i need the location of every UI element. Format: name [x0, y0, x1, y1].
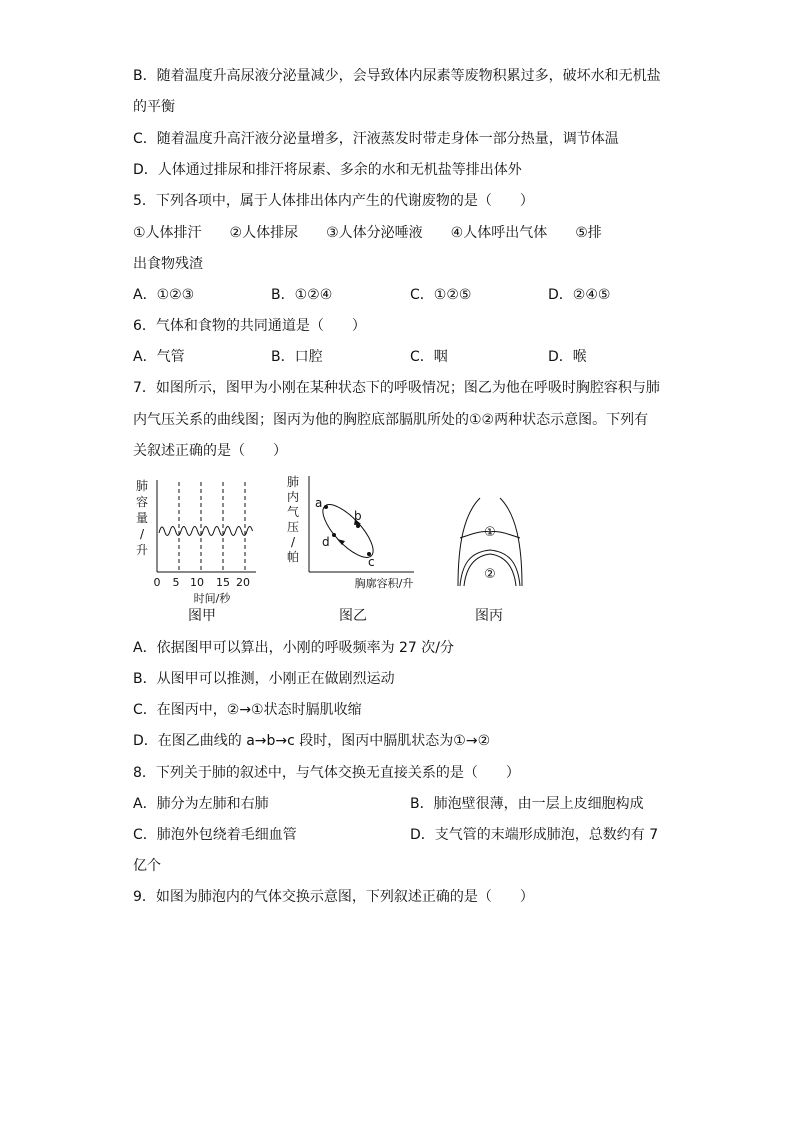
fig-yi-label-d: d [322, 535, 330, 549]
q9-stem: 9．如图为肺泡内的气体交换示意图，下列叙述正确的是（ ） [133, 889, 534, 905]
q5-option-b: B．①②④ [271, 287, 333, 303]
fig-yi-ylabel-2: 气 [287, 505, 300, 519]
q4-option-b-line1: B．随着温度升高尿液分泌量减少，会导致体内尿素等废物积累过多，破坏水和无机盐 [133, 68, 661, 84]
q8-stem: 8．下列关于肺的叙述中，与气体交换无直接关系的是（ ） [133, 765, 520, 781]
q5-option-d: D．②④⑤ [548, 287, 611, 303]
q4-option-c: C．随着温度升高汗液分泌量增多，汗液蒸发时带走身体一部分热量，调节体温 [133, 131, 619, 147]
q7-option-b: B．从图甲可以推测，小刚正在做剧烈运动 [133, 671, 395, 687]
q5-option-c: C．①②⑤ [410, 287, 472, 303]
fig-jia-ylabel-4: 升 [136, 543, 149, 557]
fig-bing-caption: 图丙 [475, 608, 503, 624]
fig-yi-point-a [324, 505, 328, 509]
fig-jia-xtick-15: 15 [216, 576, 230, 589]
q8-option-d-line1: D．支气管的末端形成肺泡，总数约有 7 [410, 827, 659, 843]
fig-jia-xtick-20: 20 [236, 576, 250, 589]
q5-items-line2: 出食物残渣 [133, 256, 203, 272]
figure-yi [282, 472, 422, 592]
q7-stem-line1: 7．如图所示，图甲为小刚在某种状态下的呼吸情况；图乙为他在呼吸时胸腔容积与肺 [133, 380, 660, 396]
fig-yi-arrow-up [337, 539, 345, 545]
fig-yi-xlabel: 胸廓容积/升 [354, 577, 414, 590]
fig-jia-ylabel-2: 量 [136, 511, 149, 525]
q6-option-c: C．咽 [410, 349, 448, 365]
fig-yi-label-c: c [368, 555, 375, 569]
fig-yi-ylabel-3: 压 [287, 520, 300, 534]
q4-option-b-line2: 的平衡 [133, 99, 175, 115]
fig-yi-ylabel-0: 肺 [287, 475, 300, 489]
figure-bing [450, 494, 530, 594]
q5-items-line1: ①人体排汗 ②人体排尿 ③人体分泌唾液 ④人体呼出气体 ⑤排 [133, 225, 602, 241]
q6-option-d: D．喉 [548, 349, 587, 365]
q6-option-b: B．口腔 [271, 349, 323, 365]
q8-option-d-line2: 亿个 [133, 858, 161, 874]
figure-jia [130, 476, 260, 606]
fig-yi-caption: 图乙 [339, 608, 367, 624]
fig-jia-wave [159, 527, 253, 536]
q6-stem: 6．气体和食物的共同通道是（ ） [133, 318, 366, 334]
q7-option-a: A．依据图甲可以算出，小刚的呼吸频率为 27 次/分 [133, 640, 455, 656]
q5-option-a: A．①②③ [133, 287, 195, 303]
q8-option-b: B．肺泡壁很薄，由一层上皮细胞构成 [410, 796, 644, 812]
fig-yi-label-a: a [315, 496, 323, 510]
fig-jia-xtick-0: 0 [153, 576, 161, 589]
fig-bing-label-2: ② [484, 567, 496, 582]
fig-bing-right-wall [500, 498, 522, 586]
fig-jia-ylabel-1: 容 [136, 495, 149, 509]
q6-option-a: A．气管 [133, 349, 185, 365]
q4-option-d: D．人体通过排尿和排汗将尿素、多余的水和无机盐等排出体外 [133, 162, 522, 178]
fig-jia-xtick-5: 5 [172, 576, 180, 589]
fig-bing-label-1: ① [484, 525, 496, 540]
q8-option-a: A．肺分为左肺和右肺 [133, 796, 269, 812]
fig-yi-point-d [332, 533, 336, 537]
q7-option-c: C．在图丙中，②→①状态时膈肌收缩 [133, 702, 362, 718]
figure-jia-svg [130, 476, 260, 606]
figure-yi-svg [282, 472, 422, 592]
q8-option-c: C．肺泡外包绕着毛细血管 [133, 827, 297, 843]
fig-yi-label-b: b [354, 509, 362, 523]
fig-jia-xlabel: 时间/秒 [193, 592, 231, 605]
fig-yi-ylabel-1: 内 [287, 490, 300, 504]
fig-yi-ylabel-5: 帕 [287, 550, 300, 564]
figure-bing-svg [450, 494, 530, 594]
q5-stem: 5．下列各项中，属于人体排出体内产生的代谢废物的是（ ） [133, 193, 534, 209]
q7-option-d: D．在图乙曲线的 a→b→c 段时，图丙中膈肌状态为①→② [133, 733, 491, 749]
fig-jia-ylabel-3: / [140, 527, 145, 541]
fig-bing-left-wall [458, 498, 480, 586]
fig-yi-ylabel-4: / [291, 535, 296, 549]
q7-stem-line3: 关叙述正确的是（ ） [133, 443, 287, 459]
fig-jia-xtick-10: 10 [190, 576, 204, 589]
fig-jia-caption: 图甲 [188, 608, 216, 624]
q7-stem-line2: 内气压关系的曲线图；图丙为他的胸腔底部膈肌所处的①②两种状态示意图。下列有 [133, 412, 649, 428]
fig-jia-ylabel-0: 肺 [136, 479, 149, 493]
